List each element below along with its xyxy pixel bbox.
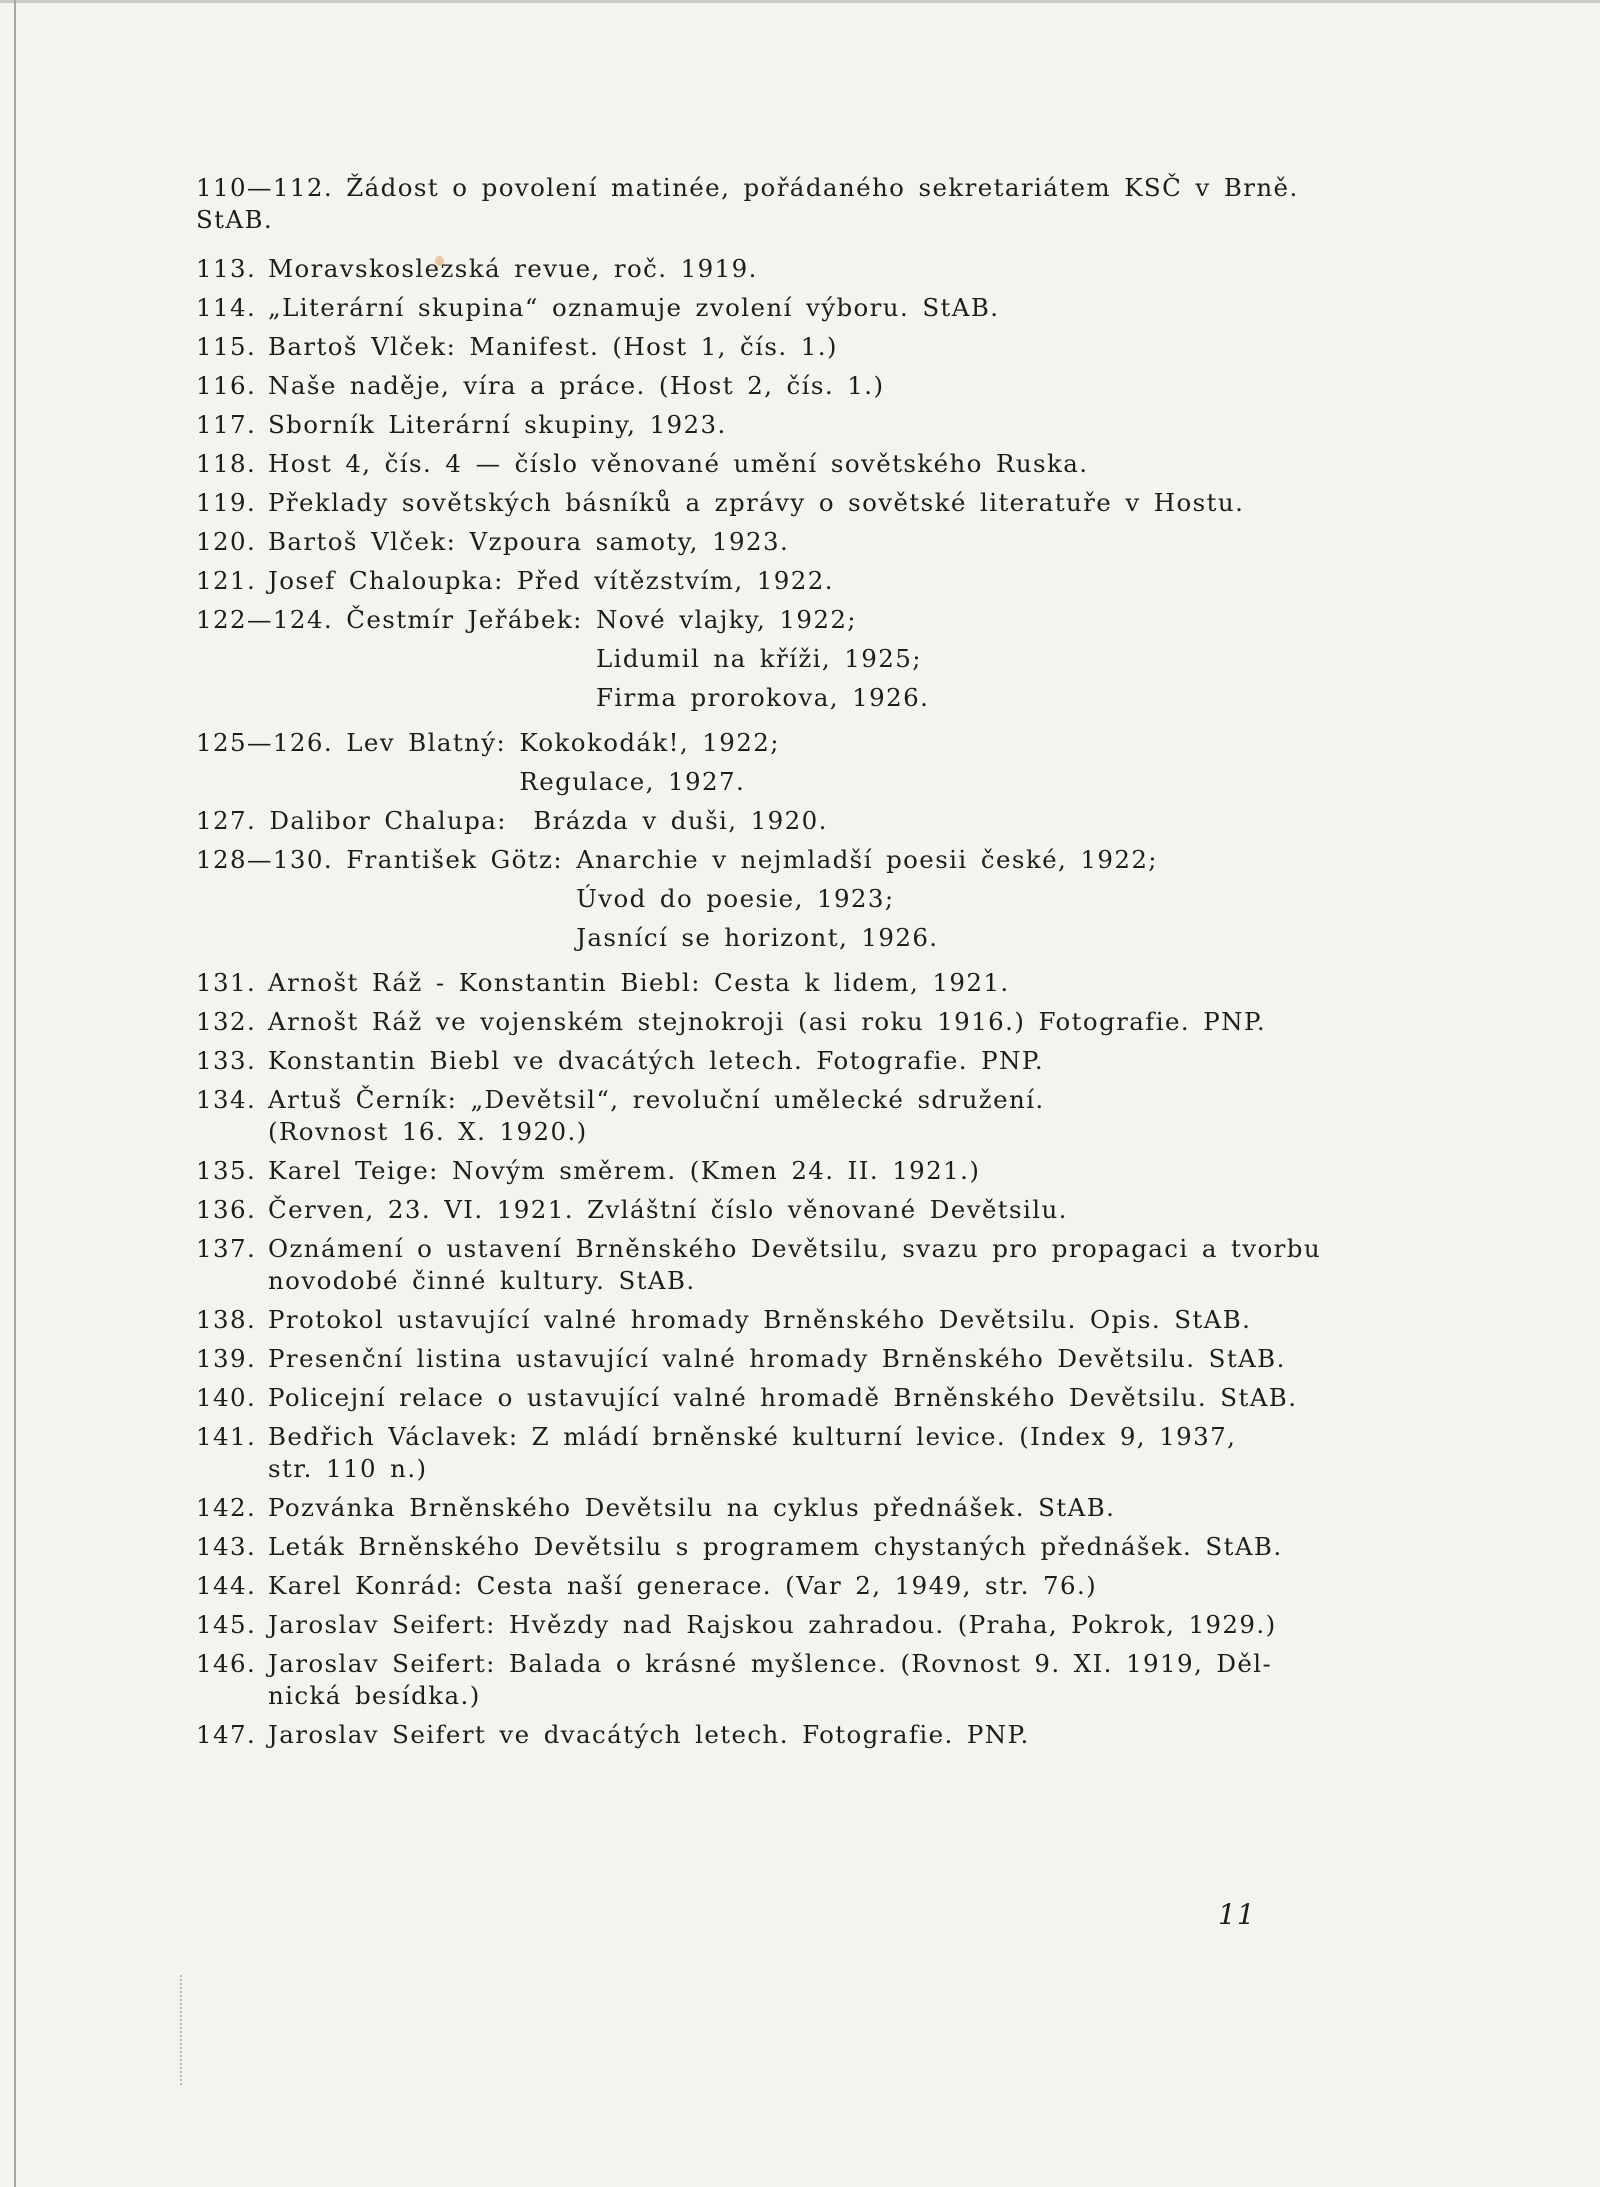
entry-author: 127. Dalibor Chalupa: [196, 806, 534, 835]
entry-text: Pozvánka Brněnského Devětsilu na cyklus přednášek. StAB. [268, 1493, 1116, 1522]
entry-text: Leták Brněnského Devětsilu s programem chystaných přednášek. StAB. [268, 1532, 1283, 1561]
list-item [196, 1194, 1396, 1226]
entry-number: 146. [196, 1649, 257, 1678]
work-title: Firma prorokova, 1926. [595, 683, 930, 712]
entry-text: Policejní relace o ustavující valné hromadě Brněnského Devětsilu. StAB. [268, 1383, 1298, 1412]
entry-text: Karel Konrád: Cesta naší generace. (Var 2, 1949, str. 76.) [268, 1571, 1098, 1600]
list-item-multi-work [196, 727, 1396, 798]
entry-continuation: novodobé činné kultury. StAB. [268, 1266, 696, 1295]
work-title: Lidumil na kříži, 1925; [595, 644, 922, 673]
entry-text: Naše naděje, víra a práce. (Host 2, čís. 1.) [268, 371, 885, 400]
entry-number: 115. [196, 332, 257, 361]
list-item [196, 292, 1396, 324]
entry-number: 141. [196, 1422, 257, 1451]
entry-works [596, 604, 929, 714]
entry-text: Presenční listina ustavující valné hromady Brněnského Devětsilu. StAB. [268, 1344, 1286, 1373]
list-item [196, 1304, 1396, 1336]
entry-text: Jaroslav Seifert ve dvacátých letech. Fotografie. PNP. [268, 1720, 1030, 1749]
entry-number: 118. [196, 449, 257, 478]
entry-number: 142. [196, 1493, 257, 1522]
entry-author: 125—126. Lev Blatný: [196, 728, 520, 757]
entry-text: Bartoš Vlček: Vzpoura samoty, 1923. [268, 527, 790, 556]
list-item-multi-work [196, 604, 1396, 714]
entry-number: 119. [196, 488, 257, 517]
list-item [196, 409, 1396, 441]
entry-text: Host 4, čís. 4 — číslo věnované umění sovětského Ruska. [268, 449, 1089, 478]
entry-number: 140. [196, 1383, 257, 1412]
entry-number: 114. [196, 293, 257, 322]
entry-number: 143. [196, 1532, 257, 1561]
work-title: Regulace, 1927. [519, 767, 746, 796]
entry-text: Překlady sovětských básníků a zprávy o sovětské literatuře v Hostu. [268, 488, 1245, 517]
list-item [196, 526, 1396, 558]
list-item [196, 1006, 1396, 1038]
list-item [196, 172, 1396, 236]
list-item [196, 487, 1396, 519]
list-item [196, 1382, 1396, 1414]
entry-number: 145. [196, 1610, 257, 1639]
entry-number: 116. [196, 371, 257, 400]
list-item [196, 1648, 1396, 1712]
page-binding-edge [14, 0, 16, 2187]
entry-text: Červen, 23. VI. 1921. Zvláštní číslo věnované Devětsilu. [268, 1195, 1068, 1224]
entry-text: „Literární skupina“ oznamuje zvolení výboru. StAB. [268, 293, 1000, 322]
list-item [196, 967, 1396, 999]
entry-number: 147. [196, 1720, 257, 1749]
list-item [196, 253, 1396, 285]
entry-text: Arnošt Ráž ve vojenském stejnokroji (asi roku 1916.) Fotografie. PNP. [268, 1007, 1267, 1036]
entry-number: 136. [196, 1195, 257, 1224]
entry-text: Sborník Literární skupiny, 1923. [268, 410, 727, 439]
entry-continuation: nická besídka.) [268, 1681, 481, 1710]
list-item-multi-work [196, 844, 1396, 954]
work-title: Kokokodák!, 1922; [519, 728, 780, 757]
entry-works [533, 805, 828, 837]
list-item [196, 370, 1396, 402]
entry-text: Josef Chaloupka: Před vítězstvím, 1922. [268, 566, 834, 595]
list-item [196, 1084, 1396, 1148]
entry-number: 137. [196, 1234, 257, 1263]
entry-text: Konstantin Biebl ve dvacátých letech. Fotografie. PNP. [268, 1046, 1045, 1075]
entry-text: Arnošt Ráž - Konstantin Biebl: Cesta k lidem, 1921. [268, 968, 1010, 997]
work-title: Nové vlajky, 1922; [595, 605, 857, 634]
list-item [196, 1155, 1396, 1187]
entry-text: Protokol ustavující valné hromady Brněnského Devětsilu. Opis. StAB. [268, 1305, 1252, 1334]
list-item [196, 1570, 1396, 1602]
entry-continuation: (Rovnost 16. X. 1920.) [268, 1117, 588, 1146]
entry-number: 135. [196, 1156, 257, 1185]
entry-continuation: StAB. [196, 205, 274, 234]
entry-number: 121. [196, 566, 257, 595]
list-item [196, 1233, 1396, 1297]
entry-text: Jaroslav Seifert: Balada o krásné myšlence. (Rovnost 9. XI. 1919, Děl- [268, 1649, 1273, 1678]
entry-works [576, 844, 1158, 954]
entry-text: Karel Teige: Novým směrem. (Kmen 24. II. 1921.) [268, 1156, 981, 1185]
entry-number: 117. [196, 410, 257, 439]
list-item [196, 331, 1396, 363]
entry-text: Moravskoslezská revue, roč. 1919. [268, 254, 758, 283]
entry-number: 144. [196, 1571, 257, 1600]
entry-text: Artuš Černík: „Devětsil“, revoluční umělecké sdružení. [268, 1085, 1045, 1114]
list-item [196, 1609, 1396, 1641]
entry-number: 139. [196, 1344, 257, 1373]
list-item [196, 565, 1396, 597]
entry-text: Oznámení o ustavení Brněnského Devětsilu, svazu pro propagaci a tvorbu [268, 1234, 1322, 1263]
entry-number: 134. [196, 1085, 257, 1114]
list-item [196, 1531, 1396, 1563]
work-title: Anarchie v nejmladší poesii české, 1922; [576, 845, 1158, 874]
list-item [196, 1719, 1396, 1751]
list-item [196, 1343, 1396, 1375]
work-title: Úvod do poesie, 1923; [576, 884, 895, 913]
margin-marks [180, 1975, 184, 2085]
list-item [196, 1045, 1396, 1077]
entry-continuation: str. 110 n.) [268, 1454, 428, 1483]
entry-number: 113. [196, 254, 257, 283]
entry-text: Žádost o povolení matinée, pořádaného sekretariátem KSČ v Brně. [346, 173, 1299, 202]
entry-number: 120. [196, 527, 257, 556]
entry-number: 133. [196, 1046, 257, 1075]
entry-number: 138. [196, 1305, 257, 1334]
work-title: Brázda v duši, 1920. [533, 806, 828, 835]
entry-text: Bedřich Václavek: Z mládí brněnské kulturní levice. (Index 9, 1937, [268, 1422, 1237, 1451]
list-item [196, 1492, 1396, 1524]
work-title: Jasnící se horizont, 1926. [576, 923, 939, 952]
list-item [196, 1421, 1396, 1485]
list-of-illustrations [196, 172, 1396, 1758]
entry-author: 128—130. František Götz: [196, 845, 577, 874]
entry-text: Jaroslav Seifert: Hvězdy nad Rajskou zahradou. (Praha, Pokrok, 1929.) [268, 1610, 1277, 1639]
entry-works [519, 727, 780, 798]
page-number: 11 [1218, 1898, 1256, 1931]
entry-number: 131. [196, 968, 257, 997]
entry-number: 132. [196, 1007, 257, 1036]
page-top-edge [0, 0, 1600, 3]
entry-text: Bartoš Vlček: Manifest. (Host 1, čís. 1.) [268, 332, 838, 361]
list-item [196, 448, 1396, 480]
entry-number: 110—112. [196, 173, 334, 202]
entry-author: 122—124. Čestmír Jeřábek: [196, 605, 596, 634]
list-item-multi-work [196, 805, 1396, 837]
